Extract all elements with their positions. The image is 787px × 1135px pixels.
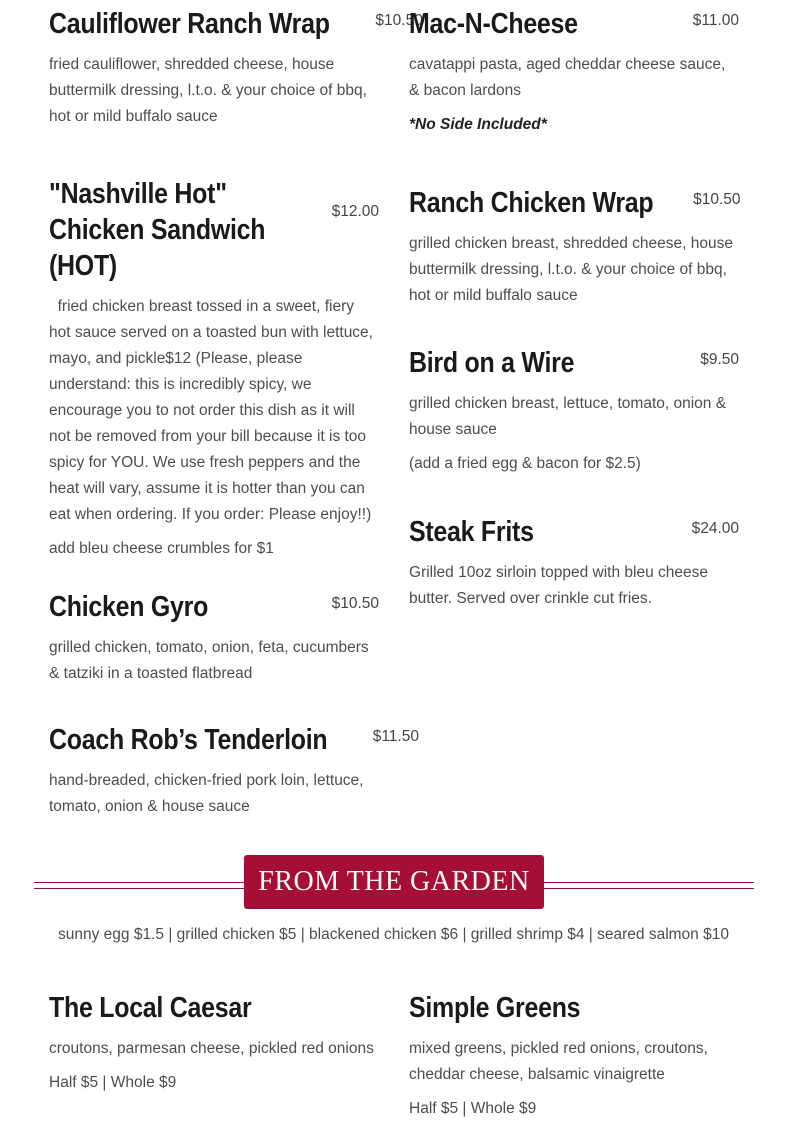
menu-item-mac-n-cheese: [409, 6, 739, 136]
menu-item-nashville-hot-chicken: [49, 176, 379, 560]
item-name: Cauliflower Ranch Wrap: [49, 8, 330, 40]
item-price: $9.50: [700, 351, 739, 368]
item-description: grilled chicken, tomato, onion, feta, cucumbers & tatziki in a toasted flatbread: [49, 639, 369, 682]
item-name: Bird on a Wire: [409, 347, 575, 379]
item-name: Mac-N-Cheese: [409, 8, 578, 40]
item-description: mixed greens, pickled red onions, croutons, cheddar cheese, balsamic vinaigrette: [409, 1040, 708, 1083]
menu-item-ranch-chicken-wrap: [409, 185, 739, 309]
item-price: $10.50: [693, 191, 741, 208]
item-description: cavatappi pasta, aged cheddar cheese sauce, & bacon lardons: [409, 56, 726, 99]
item-price: $10.50: [331, 595, 379, 612]
item-name: Ranch Chicken Wrap: [409, 187, 654, 219]
item-description: croutons, parmesan cheese, pickled red onions: [49, 1040, 374, 1057]
item-price: $10.50: [375, 12, 423, 29]
item-note: Half $5 | Whole $9: [49, 1074, 177, 1091]
item-description: Grilled 10oz sirloin topped with bleu cheese butter. Served over crinkle cut fries.: [409, 564, 708, 607]
item-name: The Local Caesar: [49, 992, 252, 1024]
menu-item-bird-on-a-wire: [409, 345, 739, 475]
item-note: (add a fried egg & bacon for $2.5): [409, 455, 641, 472]
item-name: Simple Greens: [409, 992, 581, 1024]
item-price: $24.00: [691, 520, 739, 537]
item-name: "Nashville Hot" Chicken Sandwich (HOT): [49, 178, 266, 282]
item-name: Chicken Gyro: [49, 591, 209, 623]
item-price: $11.00: [692, 12, 739, 29]
section-title-garden: FROM THE GARDEN: [244, 855, 544, 909]
menu-item-simple-greens: [409, 990, 739, 1120]
item-price: $11.50: [372, 728, 419, 745]
item-note: Half $5 | Whole $9: [409, 1100, 537, 1117]
item-description: fried cauliflower, shredded cheese, house buttermilk dressing, l.t.o. & your choice of bbq, hot or mild buffalo sauce: [49, 56, 367, 125]
menu-item-cauliflower-ranch-wrap: [49, 6, 423, 130]
item-note: add bleu cheese crumbles for $1: [49, 540, 274, 557]
menu-item-coach-robs-tenderloin: [49, 722, 419, 820]
item-price: $12.00: [331, 203, 379, 220]
item-description: grilled chicken breast, shredded cheese, house buttermilk dressing, l.t.o. & your choice of bbq, hot or mild buffalo sauce: [409, 235, 733, 304]
item-description: grilled chicken breast, lettuce, tomato, onion & house sauce: [409, 395, 727, 438]
item-name: Steak Frits: [409, 516, 534, 548]
garden-addons: sunny egg $1.5 | grilled chicken $5 | blackened chicken $6 | grilled shrimp $4 | seared salmon $10: [58, 926, 729, 943]
item-note: *No Side Included*: [409, 116, 547, 133]
menu-item-local-caesar: [49, 990, 379, 1094]
menu-item-chicken-gyro: [49, 589, 379, 687]
item-description: fried chicken breast tossed in a sweet, fiery hot sauce served on a toasted bun with lettuce, mayo, and pickle$12 (Please, please understand: this is incredibly spicy, we encourage you to not order this dish as it will not be removed from your bill because it is too spicy for YOU. We use fresh peppers and the heat will vary, assume it is hotter than you can eat when ordering. If you order: Please enjoy!!): [49, 298, 373, 523]
item-description: hand-breaded, chicken-fried pork loin, lettuce, tomato, onion & house sauce: [49, 772, 364, 815]
menu-item-steak-frits: [409, 514, 739, 612]
item-name: Coach Rob’s Tenderloin: [49, 724, 328, 756]
